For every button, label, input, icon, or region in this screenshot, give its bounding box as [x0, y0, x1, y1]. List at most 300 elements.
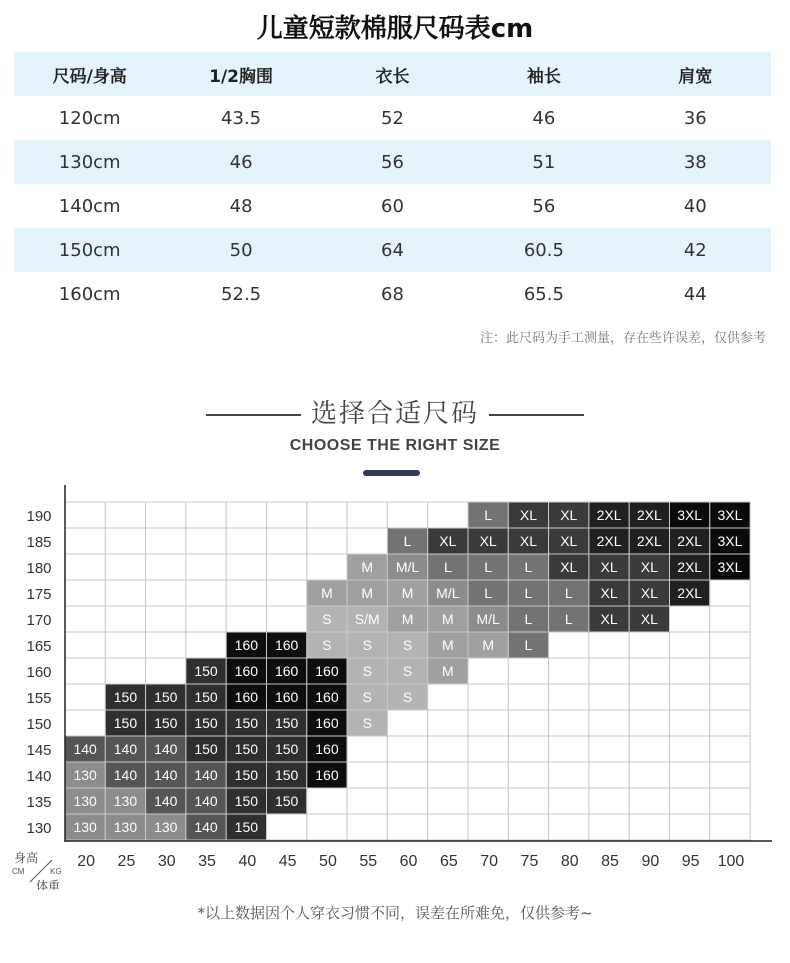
header-sleeve: 袖长 [526, 66, 561, 87]
size-label: 160 [234, 637, 259, 653]
table-cell: 64 [381, 239, 404, 261]
size-label: S [402, 663, 413, 679]
grid-cell [589, 658, 629, 684]
grid-cell [710, 606, 750, 632]
size-label: 140 [113, 767, 138, 783]
title-left-rule [206, 414, 301, 416]
size-label: 150 [234, 793, 259, 809]
grid-cell [629, 736, 669, 762]
grid-cell [468, 788, 508, 814]
size-label: 140 [154, 767, 178, 783]
size-label: 150 [274, 793, 299, 809]
grid-cell [468, 814, 508, 840]
weight-tick-label: 80 [560, 853, 579, 870]
size-label: XL [560, 507, 578, 523]
size-label: 160 [274, 689, 299, 705]
table-cell: 52 [381, 107, 404, 129]
weight-tick-label: 70 [480, 853, 499, 870]
grid-cell [307, 788, 347, 814]
table-cell: 46 [229, 151, 253, 173]
grid-cell [629, 788, 669, 814]
size-label: L [484, 559, 493, 575]
size-label: L [564, 611, 573, 627]
table-cell: 56 [381, 151, 404, 173]
grid-cell [508, 736, 548, 762]
weight-tick-label: 60 [399, 853, 418, 870]
grid-cell [670, 788, 710, 814]
size-label: 160 [234, 689, 259, 705]
grid-cell [468, 658, 508, 684]
grid-cell [105, 632, 145, 658]
size-label: 160 [274, 637, 299, 653]
grid-cell [267, 502, 307, 528]
height-tick-label: 185 [26, 534, 52, 551]
grid-cell [105, 554, 145, 580]
height-tick-label: 170 [26, 612, 52, 629]
size-label: XL [479, 533, 497, 549]
accent-bar [363, 470, 420, 476]
size-label: 3XL [677, 507, 703, 523]
size-label: 140 [154, 741, 178, 757]
grid-cell [267, 606, 307, 632]
grid-cell [387, 814, 427, 840]
size-label: 140 [194, 793, 218, 809]
grid-cell [267, 528, 307, 554]
weight-axis-label: 体重 [36, 879, 61, 890]
size-label: 130 [73, 793, 97, 809]
disclaimer-footnote: *以上数据因个人穿衣习惯不同，误差在所难免，仅供参考~ [197, 904, 593, 922]
table-cell: 120cm [58, 107, 121, 129]
size-label: M [442, 637, 454, 653]
table-cell: 44 [683, 283, 707, 305]
size-label: S [362, 637, 372, 653]
size-label: M/L [395, 559, 420, 575]
size-label: 150 [274, 767, 299, 783]
size-label: M [361, 559, 374, 575]
grid-cell [549, 736, 589, 762]
size-label: 150 [234, 767, 259, 783]
grid-cell [146, 528, 186, 554]
grid-cell [549, 632, 589, 658]
grid-cell [105, 580, 145, 606]
table-cell: 50 [229, 239, 253, 261]
size-label: 160 [315, 663, 339, 679]
header-length: 衣长 [375, 66, 410, 87]
size-label: S [402, 637, 413, 653]
grid-cell [347, 788, 387, 814]
grid-cell [710, 814, 750, 840]
size-label: L [484, 585, 493, 601]
grid-cell [65, 684, 105, 710]
size-label: 150 [154, 689, 178, 705]
weight-tick-label: 100 [717, 853, 745, 870]
size-label: 150 [113, 715, 138, 731]
grid-cell [468, 736, 508, 762]
grid-cell [549, 710, 589, 736]
height-tick-label: 160 [26, 664, 52, 681]
size-label: 160 [315, 689, 339, 705]
size-label: 150 [234, 741, 259, 757]
weight-tick-label: 20 [77, 853, 96, 870]
grid-cell [710, 736, 750, 762]
grid-cell [387, 762, 427, 788]
table-row [14, 228, 771, 272]
grid-cell [629, 814, 669, 840]
grid-cell [710, 658, 750, 684]
height-tick-label: 180 [26, 560, 52, 577]
size-label: XL [519, 507, 538, 523]
table-row [14, 272, 771, 316]
chooser-title [0, 393, 790, 430]
size-label: 2XL [636, 533, 662, 549]
size-label: S [402, 689, 413, 705]
size-label: S/M [354, 611, 380, 627]
size-label: XL [640, 559, 658, 575]
grid-cell [428, 814, 468, 840]
size-label: XL [640, 585, 658, 601]
grid-cell [589, 684, 629, 710]
grid-cell [589, 710, 629, 736]
size-label: 150 [113, 689, 138, 705]
grid-cell [629, 684, 669, 710]
grid-cell [710, 710, 750, 736]
header-half-chest: 1/2胸围 [209, 66, 274, 87]
size-label: 150 [154, 715, 178, 731]
table-cell: 140cm [58, 195, 121, 217]
weight-tick-label: 95 [681, 853, 700, 870]
grid-cell [347, 736, 387, 762]
size-label: L [564, 585, 573, 601]
size-label: 160 [274, 663, 299, 679]
grid-cell [105, 502, 145, 528]
table-cell: 52.5 [221, 283, 262, 305]
table-cell: 56 [532, 195, 556, 217]
size-label: 140 [194, 767, 218, 783]
size-label: M [361, 585, 374, 601]
grid-cell [670, 658, 710, 684]
grid-cell [186, 528, 226, 554]
grid-cell [387, 502, 427, 528]
chooser-title-text: 选择合适尺码 [310, 399, 479, 429]
size-label: S [362, 689, 372, 705]
weight-tick-label: 65 [439, 853, 458, 870]
size-label: M [321, 585, 333, 601]
grid-cell [629, 632, 669, 658]
grid-cell [670, 632, 710, 658]
size-label: S [322, 637, 332, 653]
page-title: 儿童短款棉服尺码表cm [256, 14, 534, 44]
grid-cell [307, 502, 347, 528]
grid-cell [146, 658, 186, 684]
grid-cell [65, 606, 105, 632]
title-right-rule [489, 414, 584, 416]
grid-cell [146, 580, 186, 606]
weight-tick-label: 30 [157, 853, 176, 870]
grid-cell [307, 554, 347, 580]
size-label: M/L [476, 611, 500, 627]
grid-cell [387, 736, 427, 762]
size-label: 150 [194, 715, 218, 731]
grid-cell [670, 684, 710, 710]
grid-cell [670, 762, 710, 788]
size-label: M [401, 611, 414, 627]
header-size-height: 尺码/身高 [52, 66, 127, 87]
weight-tick-label: 40 [238, 853, 257, 870]
grid-cell [186, 606, 226, 632]
size-label: L [524, 585, 533, 601]
size-label: XL [439, 533, 457, 549]
grid-cell [629, 658, 669, 684]
grid-cell [428, 710, 468, 736]
grid-cell [468, 684, 508, 710]
weight-tick-label: 55 [359, 853, 378, 870]
grid-cell [186, 632, 226, 658]
size-label: M [442, 611, 454, 627]
grid-cell [387, 710, 427, 736]
grid-cell [146, 502, 186, 528]
size-label: L [403, 533, 412, 549]
grid-cell [347, 528, 387, 554]
height-tick-label: 135 [26, 794, 52, 811]
table-cell: 160cm [58, 283, 121, 305]
grid-cell [267, 814, 307, 840]
size-label: S [362, 715, 372, 731]
grid-cell [146, 606, 186, 632]
table-cell: 38 [683, 151, 707, 173]
table-cell: 43.5 [221, 107, 262, 129]
size-label: 3XL [717, 533, 743, 549]
size-label: L [524, 611, 533, 627]
size-label: 130 [154, 819, 178, 835]
grid-cell [186, 502, 226, 528]
grid-cell [589, 736, 629, 762]
size-label: XL [600, 611, 618, 627]
grid-cell [186, 580, 226, 606]
size-label: L [484, 507, 493, 523]
grid-cell [589, 762, 629, 788]
table-cell: 42 [683, 239, 707, 261]
weight-tick-label: 35 [198, 853, 216, 870]
size-label: 160 [315, 767, 339, 783]
size-label: 160 [315, 715, 339, 731]
grid-cell [347, 762, 387, 788]
height-unit-label: CM [12, 867, 25, 876]
grid-cell [468, 710, 508, 736]
height-tick-label: 165 [26, 638, 52, 655]
grid-cell [65, 580, 105, 606]
header-shoulder: 肩宽 [678, 66, 713, 87]
size-label: XL [600, 585, 618, 601]
size-label: XL [560, 559, 578, 575]
grid-cell [307, 814, 347, 840]
grid-cell [226, 580, 266, 606]
grid-cell [508, 658, 548, 684]
height-tick-label: 190 [26, 508, 52, 525]
height-tick-label: 155 [26, 690, 52, 707]
size-label: L [443, 559, 452, 575]
grid-cell [146, 554, 186, 580]
table-cell: 130cm [58, 151, 121, 173]
size-label: 150 [194, 741, 218, 757]
weight-tick-label: 75 [520, 853, 539, 870]
size-label: XL [560, 533, 578, 549]
size-label: 130 [73, 819, 97, 835]
grid-cell [347, 814, 387, 840]
size-label: M [442, 663, 454, 679]
grid-cell [710, 788, 750, 814]
size-label: 2XL [677, 533, 703, 549]
size-label: 140 [194, 819, 218, 835]
grid-cell [508, 762, 548, 788]
table-cell: 36 [683, 107, 707, 129]
grid-cell [549, 658, 589, 684]
size-label: 150 [194, 689, 218, 705]
table-cell: 150cm [58, 239, 121, 261]
grid-cell [549, 684, 589, 710]
size-label: 150 [194, 663, 218, 679]
table-cell: 48 [229, 195, 253, 217]
grid-cell [670, 736, 710, 762]
size-label: 2XL [636, 507, 662, 523]
size-label: 3XL [717, 507, 743, 523]
table-cell: 46 [532, 107, 556, 129]
table-cell: 60.5 [523, 239, 564, 261]
size-label: 140 [73, 741, 97, 757]
size-label: S [322, 611, 332, 627]
height-tick-label: 145 [26, 742, 52, 759]
size-label: XL [519, 533, 538, 549]
grid-cell [508, 814, 548, 840]
grid-cell [710, 762, 750, 788]
size-label: 160 [315, 741, 339, 757]
grid-cell [65, 554, 105, 580]
height-tick-label: 175 [26, 586, 52, 603]
table-cell: 68 [381, 283, 404, 305]
grid-cell [428, 502, 468, 528]
grid-cell [468, 762, 508, 788]
size-label: 150 [234, 819, 259, 835]
grid-cell [186, 554, 226, 580]
size-label: 150 [274, 715, 299, 731]
weight-tick-label: 85 [601, 853, 619, 870]
grid-cell [226, 554, 266, 580]
table-row [14, 140, 771, 184]
size-table [14, 52, 771, 316]
table-cell: 65.5 [523, 283, 564, 305]
grid-cell [549, 814, 589, 840]
grid-cell [65, 658, 105, 684]
grid-cell [710, 632, 750, 658]
grid-cell [65, 632, 105, 658]
size-label: 130 [113, 793, 138, 809]
size-table-header-row [14, 52, 771, 96]
grid-cell [267, 580, 307, 606]
grid-cell [65, 710, 105, 736]
height-tick-label: 150 [26, 716, 52, 733]
size-label: 130 [113, 819, 138, 835]
grid-cell [65, 528, 105, 554]
weight-tick-label: 50 [319, 853, 337, 870]
grid-cell [146, 632, 186, 658]
grid-cell [307, 528, 347, 554]
grid-cell [387, 788, 427, 814]
grid-cell [670, 606, 710, 632]
grid-cell [589, 632, 629, 658]
grid-cell [710, 580, 750, 606]
size-label: 140 [154, 793, 178, 809]
table-cell: 40 [683, 195, 707, 217]
size-label: 2XL [677, 559, 703, 575]
table-row [14, 184, 771, 228]
grid-cell [629, 710, 669, 736]
size-label: XL [600, 559, 618, 575]
grid-cell [549, 762, 589, 788]
size-label: M/L [436, 585, 460, 601]
grid-cell [226, 502, 266, 528]
size-label: 2XL [596, 507, 622, 523]
grid-cell [105, 606, 145, 632]
size-label: 3XL [717, 559, 743, 575]
table-cell: 51 [532, 151, 556, 173]
grid-cell [670, 814, 710, 840]
chooser-subtitle: CHOOSE THE RIGHT SIZE [289, 437, 501, 454]
grid-cell [428, 736, 468, 762]
weight-tick-label: 25 [117, 853, 136, 870]
table-row [14, 96, 771, 140]
grid-cell [670, 710, 710, 736]
grid-cell [710, 684, 750, 710]
grid-cell [347, 502, 387, 528]
size-label: 150 [274, 741, 299, 757]
weight-unit-label: KG [50, 867, 62, 876]
size-label: S [362, 663, 372, 679]
weight-tick-label: 45 [278, 853, 297, 870]
height-tick-label: 140 [26, 768, 52, 785]
grid-cell [549, 788, 589, 814]
measurement-note: 注：此尺码为手工测量，存在些许误差，仅供参考 [479, 331, 766, 346]
grid-cell [65, 502, 105, 528]
grid-cell [267, 554, 307, 580]
grid-cell [629, 762, 669, 788]
size-label: 150 [234, 715, 259, 731]
size-grid-chart [0, 480, 790, 890]
grid-cell [589, 814, 629, 840]
grid-cell [508, 684, 548, 710]
grid-cell [428, 762, 468, 788]
size-label: 140 [113, 741, 138, 757]
grid-cell [105, 528, 145, 554]
grid-cell [508, 788, 548, 814]
size-label: 2XL [596, 533, 622, 549]
grid-cell [226, 528, 266, 554]
size-label: L [524, 559, 533, 575]
grid-cell [589, 788, 629, 814]
size-label: L [524, 637, 533, 653]
grid-cell [105, 658, 145, 684]
size-label: XL [640, 611, 658, 627]
grid-cell [508, 710, 548, 736]
grid-cell [428, 684, 468, 710]
size-label: M [482, 637, 494, 653]
grid-cell [226, 606, 266, 632]
weight-tick-label: 90 [641, 853, 660, 870]
size-label: M [401, 585, 414, 601]
height-axis-label: 身高 [14, 851, 39, 865]
height-tick-label: 130 [26, 820, 52, 837]
size-label: 130 [73, 767, 97, 783]
size-label: 2XL [677, 585, 703, 601]
size-label: 160 [234, 663, 259, 679]
